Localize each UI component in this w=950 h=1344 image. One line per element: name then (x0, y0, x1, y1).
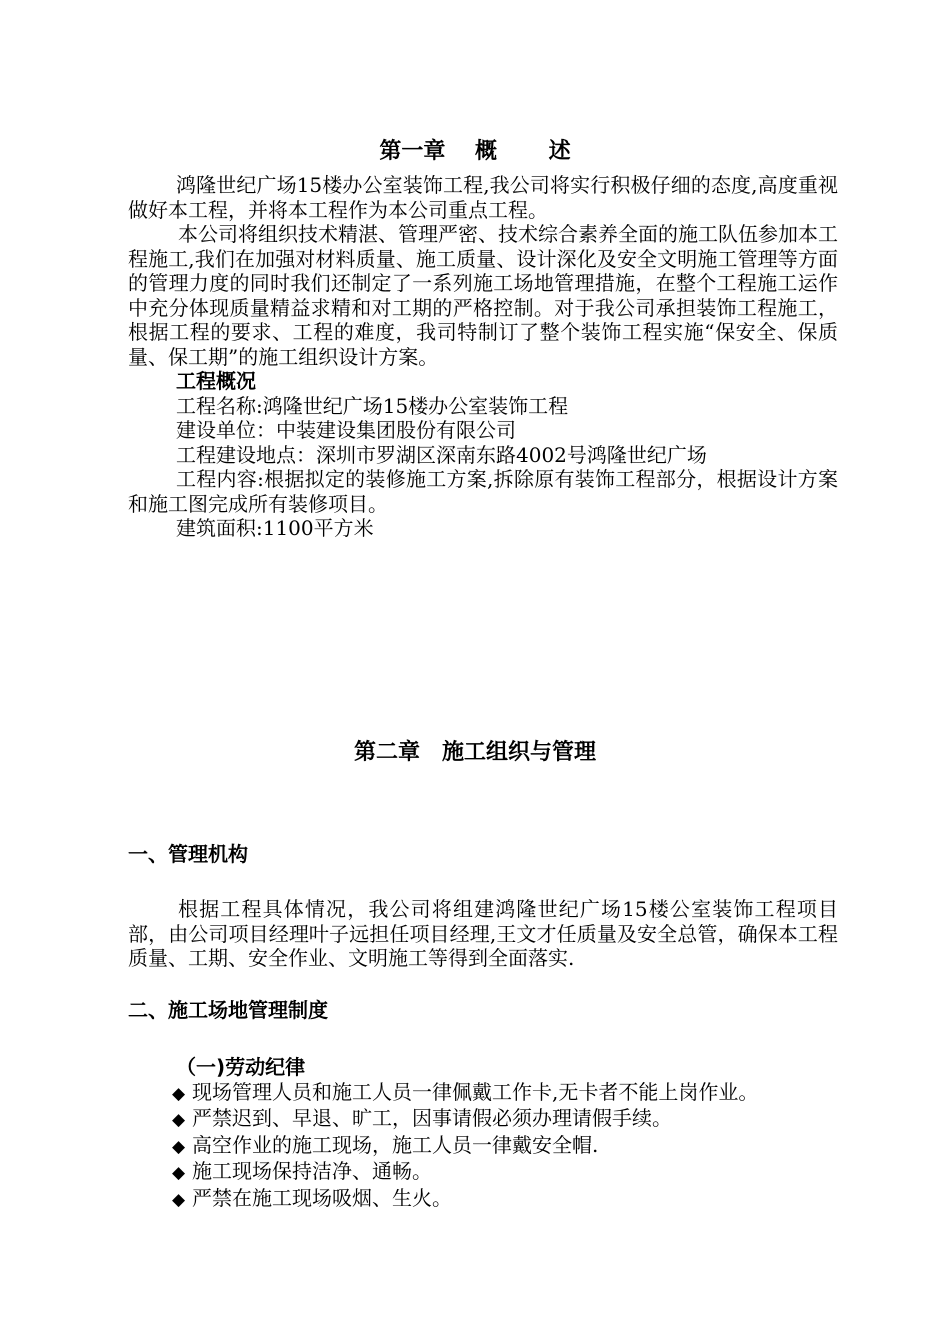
diamond-bullet-icon: ◆ (172, 1163, 186, 1183)
section1-body (128, 897, 838, 971)
overview-heading: 工程概况 (176, 369, 256, 393)
section1-paragraph: 根据工程具体情况，我公司将组建鸿隆世纪广场15楼公室装饰工程项目部，由公司项目经理叶子远担任项目经理,王文才任质量及安全总管，确保本工程质量、工期、安全作业、文明施工等得到全面落实. (128, 897, 838, 970)
overview-item: 建筑面积:1100平方米 (176, 516, 374, 540)
section2-heading: 二、施工场地管理制度 (128, 998, 328, 1022)
chapter1-paragraph: 鸿隆世纪广场15楼办公室装饰工程,我公司将实行积极仔细的态度,高度重视做好本工程，并将本工程作为本公司重点工程。 (128, 173, 838, 222)
diamond-bullet-icon: ◆ (172, 1189, 186, 1210)
overview-item: 建设单位：中装建设集团股份有限公司 (176, 418, 516, 442)
chapter1-title: 第一章 概 述 (379, 139, 571, 164)
diamond-bullet-icon: ◆ (172, 1136, 186, 1157)
chapter2-title: 第二章 施工组织与管理 (353, 740, 596, 765)
section1-heading: 一、管理机构 (128, 842, 248, 866)
discipline-item: ◆ 施工现场保持洁净、通畅。 (128, 1159, 838, 1186)
overview-item: 工程内容:根据拟定的装修施工方案,拆除原有装饰工程部分，根据设计方案和施工图完成所有装修项目。 (128, 467, 838, 516)
discipline-item: ◆ 严禁在施工现场吸烟、生火。 (128, 1186, 838, 1213)
chapter1-paragraph: 本公司将组织技术精湛、管理严密、技术综合素养全面的施工队伍参加本工程施工,我们在加强对材料质量、施工质量、设计深化及安全文明施工管理等方面的管理力度的同时我们还制定了一系列施工场地管理措施，在整个工程施工运作中充分体现质量精益求精和对工期的严格控制。对于我公司承担装饰工程施工，根据工程的要求、工程的难度，我司特制订了整个装饰工程实施“保安全、保质量、保工期”的施工组织设计方案。 (128, 222, 838, 369)
discipline-item: ◆ 现场管理人员和施工人员一律佩戴工作卡,无卡者不能上岗作业。 (128, 1080, 838, 1107)
chapter1-body (128, 173, 838, 541)
overview-item: 工程名称:鸿隆世纪广场15楼办公室装饰工程 (176, 393, 569, 418)
discipline-item: ◆ 高空作业的施工现场，施工人员一律戴安全帽. (128, 1133, 838, 1160)
diamond-bullet-icon: ◆ (172, 1083, 186, 1104)
section2-body (128, 1055, 838, 1212)
labor-discipline-heading: （一)劳动纪律 (176, 1055, 306, 1079)
overview-item: 工程建设地点：深圳市罗湖区深南东路4002号鸿隆世纪广场 (176, 442, 707, 467)
diamond-bullet-icon: ◆ (172, 1110, 186, 1130)
discipline-item: ◆ 严禁迟到、早退、旷工，因事请假必须办理请假手续。 (128, 1106, 838, 1133)
